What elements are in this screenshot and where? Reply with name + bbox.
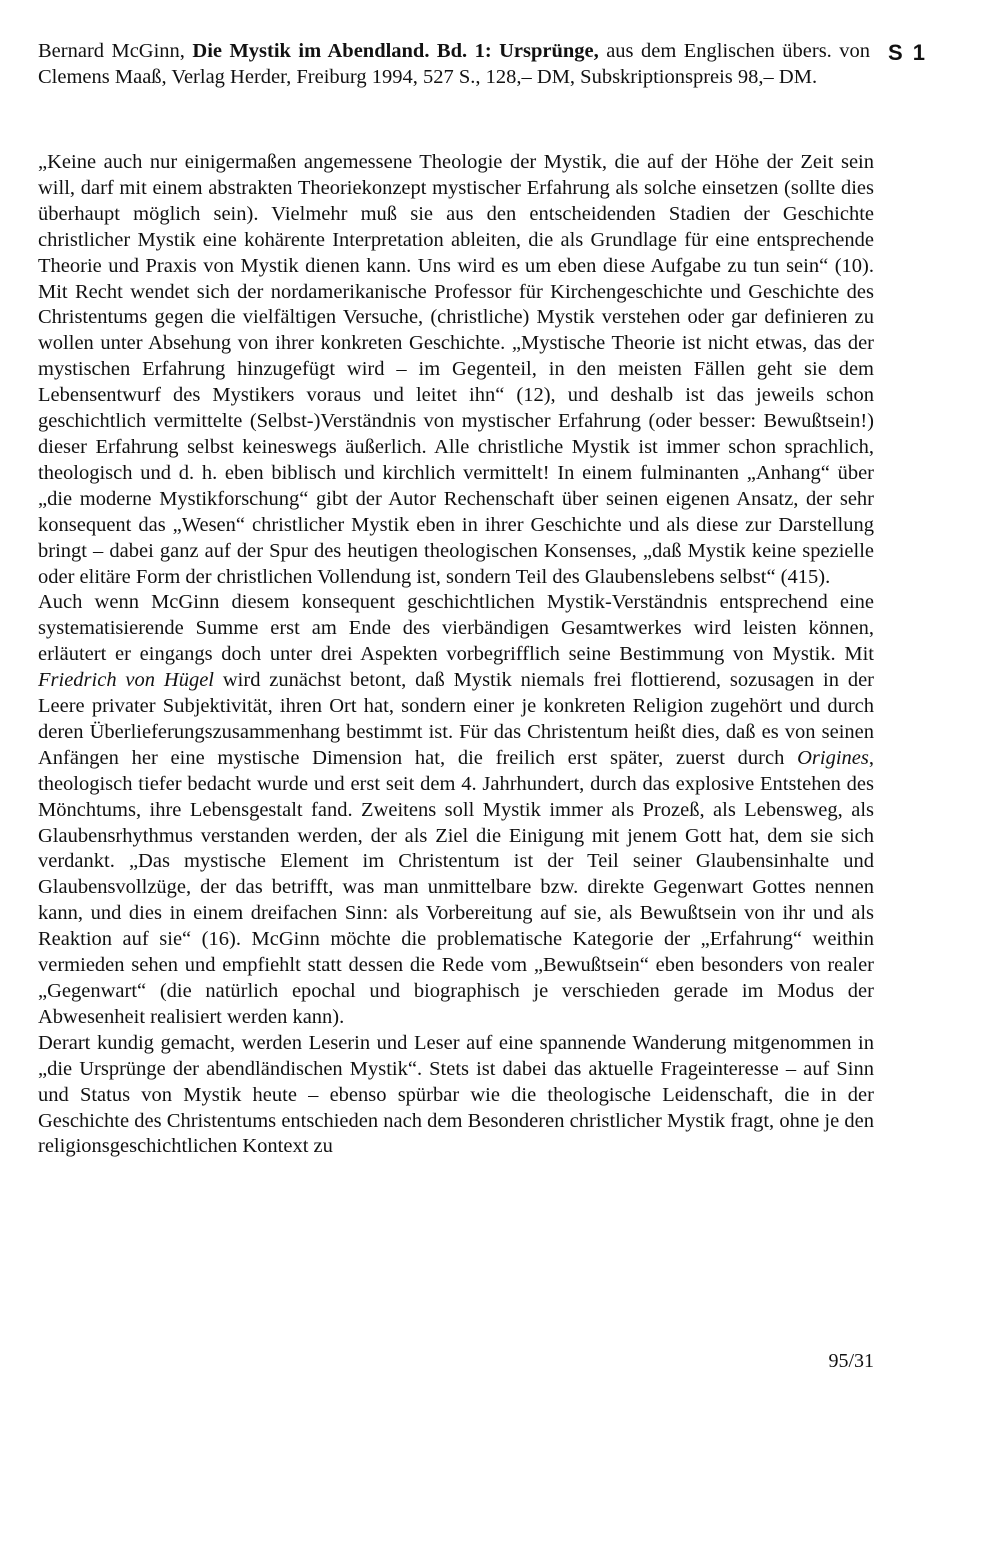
paragraph-2-part-a: Auch wenn McGinn diesem konsequent geschichtlichen Mystik-Verständnis entsprechend eine systematisierende Summe erst am Ende des vierbändigen Gesamtwerkes wird leisten können, erläutert er eingangs doch unter drei Aspekten vorbegrifflich seine Bestimmung von Mystik. Mit	[38, 591, 874, 666]
citation-author: Bernard McGinn,	[38, 40, 193, 62]
review-body	[38, 150, 874, 1160]
paragraph-3: Derart kundig gemacht, werden Leserin und Leser auf eine spannende Wanderung mitgenommen in „die Ursprünge der abendländischen Mystik“. Stets ist dabei das aktuelle Frageinteresse – auf Sinn und Status von Mystik heute – ebenso spürbar wie die theologische Leidenschaft, die in der Geschichte des Christentums entschieden nach dem Besonderen christlicher Mystik fragt, ohne je den religionsgeschichtlichen Kontext zu	[38, 1031, 874, 1158]
name-origines: Origines	[797, 746, 869, 769]
paragraph-1: „Keine auch nur einigermaßen angemessene Theologie der Mystik, die auf der Höhe der Zeit sein will, darf mit einem abstrakten Theoriekonzept mystischer Erfahrung als solche einsetzen (sollte dies überhaupt möglich sein). Vielmehr muß sie aus den entscheidenden Stadien der Geschichte christlicher Mystik eine kohärente Interpretation ableiten, die als Grundlage für eine entsprechende Theorie und Praxis von Mystik dienen kann. Uns wird es um eben diese Aufgabe zu tun sein“ (10). Mit Recht wendet sich der nordamerikanische Professor für Kirchengeschichte und Geschichte des Christentums gegen die vielfältigen Versuche, (christliche) Mystik verstehen oder gar definieren zu wollen unter Absehung von ihrer konkreten Geschichte. „Mystische Theorie ist nicht etwas, das der mystischen Erfahrung hinzugefügt wird – im Gegenteil, in den meisten Fällen geht sie dem Lebensentwurf des Mystikers voraus und leitet ihn“ (12), und deshalb ist das jeweils schon geschichtlich vermittelte (Selbst-)Verständnis von mystischer Erfahrung (oder besser: Bewußtsein!) dieser Erfahrung selbst keineswegs äußerlich. Alle christliche Mystik ist immer schon sprachlich, theologisch und d. h. eben biblisch und kirchlich vermittelt! In einem fulminanten „Anhang“ über „die moderne Mystikforschung“ gibt der Autor Rechenschaft über seinen eigenen Ansatz, der sehr konsequent das „Wesen“ christlicher Mystik eben in ihrer Geschichte und als diese zur Darstellung bringt – dabei ganz auf der Spur des heutigen theologischen Konsenses, „daß Mystik keine spezielle oder elitäre Form der christlichen Vollendung ist, sondern Teil des Glaubenslebens selbst“ (415).	[38, 151, 874, 588]
name-friedrich-von-huegel: Friedrich von Hügel	[38, 669, 214, 692]
paragraph-2-part-b: wird zunächst betont, daß Mystik niemals frei flottierend, sozusagen in der Leere privater Subjektivität, ihren Ort hat, sondern einer je konkreten Religion zugehört und durch deren Überlieferungszusammenhang bestimmt ist. Für das Christentum heißt dies, daß es von seinen Anfängen her eine mystische Dimension hat, die freilich erst später, zuerst durch	[38, 669, 874, 769]
citation-details: aus dem Englischen übers. von Clemens Maaß, Verlag Herder, Freiburg 1994, 527 S., 128,– DM, Subskriptionspreis 98,– DM.	[38, 40, 870, 88]
paragraph-2-part-c: , theologisch tiefer bedacht wurde und erst seit dem 4. Jahrhundert, durch das explosive Entstehen des Mönchtums, ihre Lebensgestalt fand. Zweitens soll Mystik immer als Prozeß, als Lebensweg, als Glaubensrhythmus verstanden werden, der als Ziel die Einigung mit jenem Gott hat, dem sie sich verdankt. „Das mystische Element im Christentum ist der Teil seiner Glaubensinhalte und Glaubensvollzüge, der das betrifft, was man unmittelbare bzw. direkte Gegenwart Gottes nennen kann, und dies in einem dreifachen Sinn: als Vorbereitung auf sie, als Bewußtsein von ihr und als Reaktion auf sie“ (16). McGinn möchte die problematische Kategorie der „Erfahrung“ weithin vermieden sehen und empfiehlt statt dessen die Rede vom „Bewußtsein“ eben besonders von realer „Gegenwart“ (die natürlich epochal und biographisch je verschieden gerade im Modus der Abwesenheit realisiert werden kann).	[38, 746, 874, 1028]
citation-title: Die Mystik im Abendland. Bd. 1: Ursprünge,	[192, 40, 599, 62]
paragraph-2	[38, 590, 874, 1030]
bibliographic-citation	[38, 38, 870, 90]
page-folio: 95/31	[828, 1350, 874, 1372]
section-mark: S 1	[888, 40, 928, 65]
